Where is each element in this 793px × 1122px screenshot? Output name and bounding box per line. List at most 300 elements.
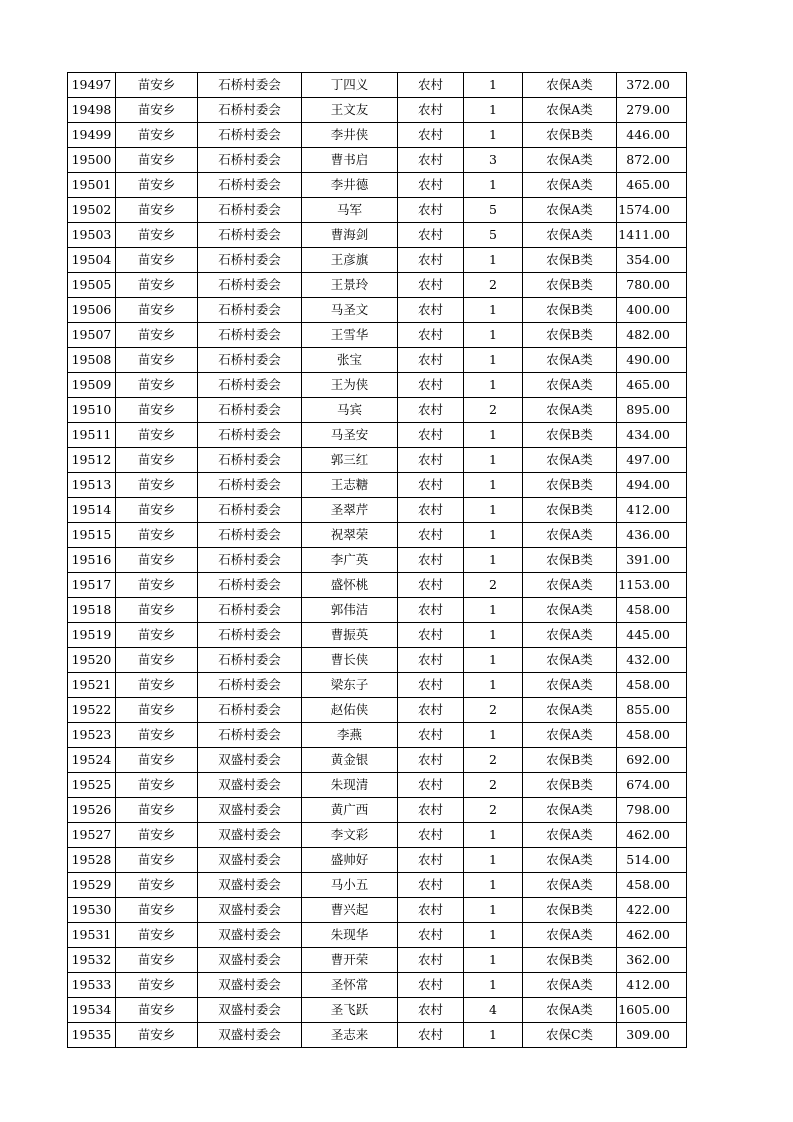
insurance-category-cell: 农保A类 <box>523 723 617 748</box>
household-size-cell: 1 <box>464 373 523 398</box>
insurance-category-cell: 农保C类 <box>523 1023 617 1048</box>
village-committee-cell: 双盛村委会 <box>198 748 302 773</box>
household-type-cell: 农村 <box>398 473 464 498</box>
amount-cell: 465.00 <box>617 373 687 398</box>
township-cell: 苗安乡 <box>116 273 198 298</box>
name-cell: 祝翠荣 <box>302 523 398 548</box>
township-cell: 苗安乡 <box>116 698 198 723</box>
record-number-cell: 19519 <box>68 623 116 648</box>
household-size-cell: 5 <box>464 198 523 223</box>
table-row <box>68 898 687 923</box>
amount-cell: 362.00 <box>617 948 687 973</box>
amount-cell: 372.00 <box>617 73 687 98</box>
table-row <box>68 448 687 473</box>
household-size-cell: 2 <box>464 698 523 723</box>
township-cell: 苗安乡 <box>116 198 198 223</box>
household-size-cell: 1 <box>464 673 523 698</box>
household-type-cell: 农村 <box>398 923 464 948</box>
township-cell: 苗安乡 <box>116 898 198 923</box>
village-committee-cell: 石桥村委会 <box>198 573 302 598</box>
table-row <box>68 748 687 773</box>
household-type-cell: 农村 <box>398 498 464 523</box>
insurance-category-cell: 农保A类 <box>523 823 617 848</box>
village-committee-cell: 双盛村委会 <box>198 923 302 948</box>
name-cell: 朱现华 <box>302 923 398 948</box>
household-size-cell: 2 <box>464 573 523 598</box>
insurance-category-cell: 农保B类 <box>523 248 617 273</box>
name-cell: 马圣文 <box>302 298 398 323</box>
amount-cell: 354.00 <box>617 248 687 273</box>
amount-cell: 798.00 <box>617 798 687 823</box>
household-size-cell: 1 <box>464 173 523 198</box>
household-size-cell: 1 <box>464 948 523 973</box>
township-cell: 苗安乡 <box>116 748 198 773</box>
household-type-cell: 农村 <box>398 273 464 298</box>
name-cell: 王为侠 <box>302 373 398 398</box>
amount-cell: 1411.00 <box>617 223 687 248</box>
amount-cell: 458.00 <box>617 673 687 698</box>
household-type-cell: 农村 <box>398 323 464 348</box>
amount-cell: 465.00 <box>617 173 687 198</box>
household-size-cell: 1 <box>464 123 523 148</box>
household-type-cell: 农村 <box>398 423 464 448</box>
household-size-cell: 2 <box>464 273 523 298</box>
data-table <box>67 72 687 1048</box>
amount-cell: 446.00 <box>617 123 687 148</box>
table-row <box>68 623 687 648</box>
amount-cell: 462.00 <box>617 823 687 848</box>
village-committee-cell: 石桥村委会 <box>198 623 302 648</box>
household-type-cell: 农村 <box>398 723 464 748</box>
insurance-category-cell: 农保A类 <box>523 848 617 873</box>
township-cell: 苗安乡 <box>116 473 198 498</box>
insurance-category-cell: 农保A类 <box>523 348 617 373</box>
table-row <box>68 73 687 98</box>
name-cell: 黄广西 <box>302 798 398 823</box>
amount-cell: 279.00 <box>617 98 687 123</box>
township-cell: 苗安乡 <box>116 373 198 398</box>
village-committee-cell: 石桥村委会 <box>198 248 302 273</box>
township-cell: 苗安乡 <box>116 523 198 548</box>
household-size-cell: 1 <box>464 723 523 748</box>
township-cell: 苗安乡 <box>116 873 198 898</box>
household-size-cell: 1 <box>464 498 523 523</box>
insurance-category-cell: 农保A类 <box>523 973 617 998</box>
township-cell: 苗安乡 <box>116 923 198 948</box>
household-size-cell: 1 <box>464 423 523 448</box>
amount-cell: 482.00 <box>617 323 687 348</box>
village-committee-cell: 双盛村委会 <box>198 898 302 923</box>
name-cell: 王彦旗 <box>302 248 398 273</box>
household-type-cell: 农村 <box>398 523 464 548</box>
township-cell: 苗安乡 <box>116 798 198 823</box>
amount-cell: 1605.00 <box>617 998 687 1023</box>
household-type-cell: 农村 <box>398 573 464 598</box>
record-number-cell: 19524 <box>68 748 116 773</box>
household-type-cell: 农村 <box>398 198 464 223</box>
village-committee-cell: 石桥村委会 <box>198 73 302 98</box>
record-number-cell: 19499 <box>68 123 116 148</box>
table-row <box>68 698 687 723</box>
household-type-cell: 农村 <box>398 248 464 273</box>
insurance-category-cell: 农保B类 <box>523 748 617 773</box>
household-size-cell: 4 <box>464 998 523 1023</box>
household-type-cell: 农村 <box>398 548 464 573</box>
amount-cell: 497.00 <box>617 448 687 473</box>
village-committee-cell: 石桥村委会 <box>198 598 302 623</box>
village-committee-cell: 双盛村委会 <box>198 798 302 823</box>
name-cell: 李文彩 <box>302 823 398 848</box>
village-committee-cell: 石桥村委会 <box>198 298 302 323</box>
household-size-cell: 5 <box>464 223 523 248</box>
household-type-cell: 农村 <box>398 298 464 323</box>
township-cell: 苗安乡 <box>116 398 198 423</box>
record-number-cell: 19497 <box>68 73 116 98</box>
amount-cell: 462.00 <box>617 923 687 948</box>
village-committee-cell: 石桥村委会 <box>198 173 302 198</box>
table-row <box>68 273 687 298</box>
household-type-cell: 农村 <box>398 348 464 373</box>
record-number-cell: 19535 <box>68 1023 116 1048</box>
village-committee-cell: 石桥村委会 <box>198 198 302 223</box>
township-cell: 苗安乡 <box>116 148 198 173</box>
table-row <box>68 548 687 573</box>
village-committee-cell: 双盛村委会 <box>198 948 302 973</box>
table-row <box>68 998 687 1023</box>
insurance-category-cell: 农保A类 <box>523 598 617 623</box>
record-number-cell: 19515 <box>68 523 116 548</box>
township-cell: 苗安乡 <box>116 348 198 373</box>
township-cell: 苗安乡 <box>116 298 198 323</box>
household-size-cell: 2 <box>464 798 523 823</box>
household-type-cell: 农村 <box>398 448 464 473</box>
amount-cell: 674.00 <box>617 773 687 798</box>
insurance-category-cell: 农保A类 <box>523 698 617 723</box>
amount-cell: 309.00 <box>617 1023 687 1048</box>
name-cell: 曹兴起 <box>302 898 398 923</box>
table-row <box>68 873 687 898</box>
household-type-cell: 农村 <box>398 998 464 1023</box>
household-size-cell: 1 <box>464 648 523 673</box>
table-row <box>68 523 687 548</box>
township-cell: 苗安乡 <box>116 623 198 648</box>
village-committee-cell: 双盛村委会 <box>198 773 302 798</box>
table-row <box>68 1023 687 1048</box>
household-type-cell: 农村 <box>398 148 464 173</box>
record-number-cell: 19509 <box>68 373 116 398</box>
amount-cell: 445.00 <box>617 623 687 648</box>
township-cell: 苗安乡 <box>116 248 198 273</box>
record-number-cell: 19528 <box>68 848 116 873</box>
village-committee-cell: 石桥村委会 <box>198 673 302 698</box>
table-row <box>68 498 687 523</box>
insurance-category-cell: 农保A类 <box>523 98 617 123</box>
record-number-cell: 19508 <box>68 348 116 373</box>
household-type-cell: 农村 <box>398 623 464 648</box>
name-cell: 丁四义 <box>302 73 398 98</box>
record-number-cell: 19510 <box>68 398 116 423</box>
table-row <box>68 823 687 848</box>
township-cell: 苗安乡 <box>116 223 198 248</box>
household-type-cell: 农村 <box>398 673 464 698</box>
township-cell: 苗安乡 <box>116 448 198 473</box>
village-committee-cell: 双盛村委会 <box>198 848 302 873</box>
village-committee-cell: 石桥村委会 <box>198 123 302 148</box>
record-number-cell: 19529 <box>68 873 116 898</box>
village-committee-cell: 石桥村委会 <box>198 323 302 348</box>
household-type-cell: 农村 <box>398 123 464 148</box>
record-number-cell: 19521 <box>68 673 116 698</box>
name-cell: 曹书启 <box>302 148 398 173</box>
table-row <box>68 423 687 448</box>
name-cell: 马宾 <box>302 398 398 423</box>
amount-cell: 434.00 <box>617 423 687 448</box>
table-row <box>68 123 687 148</box>
village-committee-cell: 石桥村委会 <box>198 548 302 573</box>
insurance-category-cell: 农保A类 <box>523 523 617 548</box>
table-row <box>68 723 687 748</box>
township-cell: 苗安乡 <box>116 598 198 623</box>
village-committee-cell: 双盛村委会 <box>198 973 302 998</box>
record-number-cell: 19502 <box>68 198 116 223</box>
household-size-cell: 1 <box>464 973 523 998</box>
amount-cell: 391.00 <box>617 548 687 573</box>
record-number-cell: 19525 <box>68 773 116 798</box>
household-size-cell: 1 <box>464 1023 523 1048</box>
record-number-cell: 19512 <box>68 448 116 473</box>
township-cell: 苗安乡 <box>116 123 198 148</box>
household-size-cell: 1 <box>464 598 523 623</box>
household-size-cell: 1 <box>464 623 523 648</box>
household-type-cell: 农村 <box>398 773 464 798</box>
insurance-category-cell: 农保A类 <box>523 373 617 398</box>
record-number-cell: 19503 <box>68 223 116 248</box>
household-size-cell: 2 <box>464 398 523 423</box>
table-row <box>68 923 687 948</box>
household-type-cell: 农村 <box>398 798 464 823</box>
household-size-cell: 1 <box>464 323 523 348</box>
village-committee-cell: 石桥村委会 <box>198 348 302 373</box>
table-row <box>68 773 687 798</box>
record-number-cell: 19527 <box>68 823 116 848</box>
township-cell: 苗安乡 <box>116 423 198 448</box>
household-type-cell: 农村 <box>398 973 464 998</box>
township-cell: 苗安乡 <box>116 548 198 573</box>
amount-cell: 490.00 <box>617 348 687 373</box>
amount-cell: 1153.00 <box>617 573 687 598</box>
name-cell: 王志糖 <box>302 473 398 498</box>
household-type-cell: 农村 <box>398 698 464 723</box>
insurance-category-cell: 农保A类 <box>523 448 617 473</box>
village-committee-cell: 双盛村委会 <box>198 998 302 1023</box>
insurance-category-cell: 农保B类 <box>523 298 617 323</box>
record-number-cell: 19506 <box>68 298 116 323</box>
name-cell: 马圣安 <box>302 423 398 448</box>
household-type-cell: 农村 <box>398 948 464 973</box>
household-type-cell: 农村 <box>398 648 464 673</box>
village-committee-cell: 石桥村委会 <box>198 423 302 448</box>
record-number-cell: 19504 <box>68 248 116 273</box>
table-row <box>68 348 687 373</box>
table-row <box>68 198 687 223</box>
table-row <box>68 473 687 498</box>
name-cell: 李井德 <box>302 173 398 198</box>
township-cell: 苗安乡 <box>116 173 198 198</box>
name-cell: 曹开荣 <box>302 948 398 973</box>
record-number-cell: 19500 <box>68 148 116 173</box>
amount-cell: 494.00 <box>617 473 687 498</box>
household-type-cell: 农村 <box>398 823 464 848</box>
village-committee-cell: 石桥村委会 <box>198 523 302 548</box>
insurance-category-cell: 农保B类 <box>523 498 617 523</box>
household-size-cell: 1 <box>464 298 523 323</box>
name-cell: 曹海剑 <box>302 223 398 248</box>
table-row <box>68 948 687 973</box>
name-cell: 郭伟洁 <box>302 598 398 623</box>
record-number-cell: 19505 <box>68 273 116 298</box>
amount-cell: 1574.00 <box>617 198 687 223</box>
amount-cell: 400.00 <box>617 298 687 323</box>
village-committee-cell: 石桥村委会 <box>198 398 302 423</box>
insurance-category-cell: 农保A类 <box>523 73 617 98</box>
name-cell: 李广英 <box>302 548 398 573</box>
insurance-category-cell: 农保A类 <box>523 798 617 823</box>
household-size-cell: 2 <box>464 773 523 798</box>
household-type-cell: 农村 <box>398 748 464 773</box>
table-row <box>68 673 687 698</box>
amount-cell: 458.00 <box>617 598 687 623</box>
record-number-cell: 19513 <box>68 473 116 498</box>
amount-cell: 432.00 <box>617 648 687 673</box>
village-committee-cell: 石桥村委会 <box>198 473 302 498</box>
amount-cell: 855.00 <box>617 698 687 723</box>
village-committee-cell: 双盛村委会 <box>198 1023 302 1048</box>
household-size-cell: 1 <box>464 923 523 948</box>
insurance-category-cell: 农保B类 <box>523 473 617 498</box>
name-cell: 李燕 <box>302 723 398 748</box>
household-type-cell: 农村 <box>398 873 464 898</box>
township-cell: 苗安乡 <box>116 648 198 673</box>
insurance-category-cell: 农保A类 <box>523 398 617 423</box>
record-number-cell: 19526 <box>68 798 116 823</box>
name-cell: 马军 <box>302 198 398 223</box>
table-row <box>68 223 687 248</box>
record-number-cell: 19518 <box>68 598 116 623</box>
table-row <box>68 398 687 423</box>
township-cell: 苗安乡 <box>116 723 198 748</box>
household-size-cell: 3 <box>464 148 523 173</box>
name-cell: 李井侠 <box>302 123 398 148</box>
table-row <box>68 973 687 998</box>
record-number-cell: 19516 <box>68 548 116 573</box>
township-cell: 苗安乡 <box>116 98 198 123</box>
table-row <box>68 323 687 348</box>
amount-cell: 692.00 <box>617 748 687 773</box>
record-number-cell: 19522 <box>68 698 116 723</box>
insurance-category-cell: 农保B类 <box>523 123 617 148</box>
table-row <box>68 648 687 673</box>
household-size-cell: 1 <box>464 523 523 548</box>
insurance-category-cell: 农保A类 <box>523 573 617 598</box>
insurance-category-cell: 农保B类 <box>523 273 617 298</box>
township-cell: 苗安乡 <box>116 673 198 698</box>
amount-cell: 412.00 <box>617 498 687 523</box>
village-committee-cell: 石桥村委会 <box>198 448 302 473</box>
village-committee-cell: 石桥村委会 <box>198 648 302 673</box>
township-cell: 苗安乡 <box>116 973 198 998</box>
household-size-cell: 1 <box>464 448 523 473</box>
record-number-cell: 19520 <box>68 648 116 673</box>
township-cell: 苗安乡 <box>116 948 198 973</box>
insurance-category-cell: 农保B类 <box>523 423 617 448</box>
amount-cell: 422.00 <box>617 898 687 923</box>
amount-cell: 895.00 <box>617 398 687 423</box>
insurance-category-cell: 农保B类 <box>523 323 617 348</box>
table-row <box>68 573 687 598</box>
household-type-cell: 农村 <box>398 598 464 623</box>
insurance-category-cell: 农保A类 <box>523 998 617 1023</box>
table-row <box>68 98 687 123</box>
table-row <box>68 798 687 823</box>
household-size-cell: 1 <box>464 898 523 923</box>
table-row <box>68 248 687 273</box>
insurance-category-cell: 农保A类 <box>523 223 617 248</box>
name-cell: 圣飞跃 <box>302 998 398 1023</box>
household-type-cell: 农村 <box>398 1023 464 1048</box>
insurance-category-cell: 农保B类 <box>523 898 617 923</box>
township-cell: 苗安乡 <box>116 498 198 523</box>
insurance-category-cell: 农保A类 <box>523 648 617 673</box>
name-cell: 盛帅好 <box>302 848 398 873</box>
name-cell: 王景玲 <box>302 273 398 298</box>
insurance-category-cell: 农保B类 <box>523 548 617 573</box>
household-size-cell: 1 <box>464 848 523 873</box>
name-cell: 曹长侠 <box>302 648 398 673</box>
amount-cell: 780.00 <box>617 273 687 298</box>
insurance-category-cell: 农保A类 <box>523 148 617 173</box>
table-row <box>68 848 687 873</box>
household-size-cell: 1 <box>464 548 523 573</box>
name-cell: 圣翠芹 <box>302 498 398 523</box>
insurance-category-cell: 农保A类 <box>523 673 617 698</box>
household-size-cell: 1 <box>464 248 523 273</box>
name-cell: 赵佑侠 <box>302 698 398 723</box>
name-cell: 圣志来 <box>302 1023 398 1048</box>
name-cell: 郭三红 <box>302 448 398 473</box>
insurance-category-cell: 农保B类 <box>523 948 617 973</box>
record-number-cell: 19523 <box>68 723 116 748</box>
household-type-cell: 农村 <box>398 898 464 923</box>
household-size-cell: 1 <box>464 98 523 123</box>
record-number-cell: 19498 <box>68 98 116 123</box>
name-cell: 黄金银 <box>302 748 398 773</box>
table-row <box>68 148 687 173</box>
household-size-cell: 1 <box>464 473 523 498</box>
table-body <box>68 73 687 1048</box>
name-cell: 马小五 <box>302 873 398 898</box>
township-cell: 苗安乡 <box>116 323 198 348</box>
record-number-cell: 19517 <box>68 573 116 598</box>
name-cell: 曹振英 <box>302 623 398 648</box>
table-row <box>68 373 687 398</box>
record-number-cell: 19531 <box>68 923 116 948</box>
name-cell: 圣怀常 <box>302 973 398 998</box>
village-committee-cell: 石桥村委会 <box>198 98 302 123</box>
record-number-cell: 19511 <box>68 423 116 448</box>
village-committee-cell: 石桥村委会 <box>198 698 302 723</box>
insurance-category-cell: 农保A类 <box>523 173 617 198</box>
village-committee-cell: 双盛村委会 <box>198 823 302 848</box>
